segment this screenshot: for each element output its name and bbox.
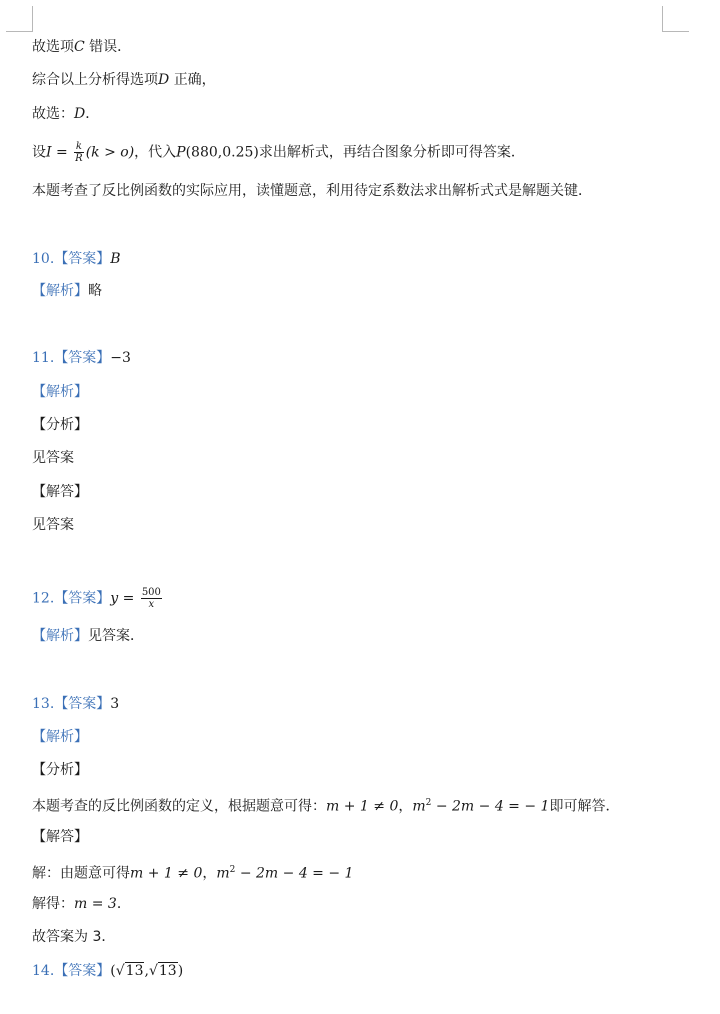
- fraction: $\frac{500}{x}$: [141, 587, 161, 610]
- text-line: 故选：D．: [32, 106, 100, 122]
- solution-step-2: 解得：m = 3．: [32, 896, 131, 912]
- analysis-label-11: 【解析】: [32, 384, 88, 400]
- answer-12: 12.【答案】y = $\frac{500}{x}$: [32, 587, 161, 610]
- crop-mark-top-right-horizontal: [662, 31, 689, 32]
- jieda-label-13: 【解答】: [32, 829, 88, 845]
- text-line: 综合以上分析得选项D 正确，: [32, 72, 216, 88]
- sqrt-13: √13: [115, 963, 144, 979]
- answer-11: 11.【答案】−3: [32, 350, 131, 366]
- text-line: 故选项C 错误．: [32, 39, 132, 55]
- analysis-12: 【解析】见答案．: [32, 628, 144, 644]
- answer-13: 13.【答案】3: [32, 696, 120, 712]
- analysis-10: 【解析】略: [32, 283, 102, 299]
- fraction: $\frac{k}{R}$: [75, 141, 83, 164]
- answer-10: 10.【答案】B: [32, 251, 121, 267]
- analysis-label-13: 【解析】: [32, 729, 88, 745]
- fenxi-label-13: 【分析】: [32, 762, 88, 778]
- fenxi-text-11: 见答案: [32, 450, 74, 466]
- fenxi-label-11: 【分析】: [32, 417, 88, 433]
- answer-14: 14.【答案】(√13,√13): [32, 963, 184, 979]
- crop-mark-top-right-vertical: [662, 6, 663, 32]
- crop-mark-top-left-horizontal: [6, 31, 33, 32]
- crop-mark-top-left-vertical: [32, 6, 33, 32]
- solution-step-1: 解：由题意可得m + 1 ≠ 0，$m^2 - 2m - 4$ = − 1: [32, 865, 354, 882]
- sqrt-13: √13: [148, 963, 177, 979]
- solution-step-3: 故答案为 3．: [32, 929, 116, 945]
- text-line: 本题考查了反比例函数的实际应用，读懂题意，利用待定系数法求出解析式式是解题关键．: [32, 183, 592, 199]
- fenxi-text-13: 本题考查的反比例函数的定义，根据题意可得：m + 1 ≠ 0，$m^2 - 2m - 4$ = − 1即可解答．: [32, 798, 620, 815]
- jieda-text-11: 见答案: [32, 517, 74, 533]
- jieda-label-11: 【解答】: [32, 484, 88, 500]
- text-line-formula: 设I = $\frac{k}{R}$ (k > o)，代入P(880,0.25)求出解析式，再结合图象分析即可得答案．: [32, 141, 525, 164]
